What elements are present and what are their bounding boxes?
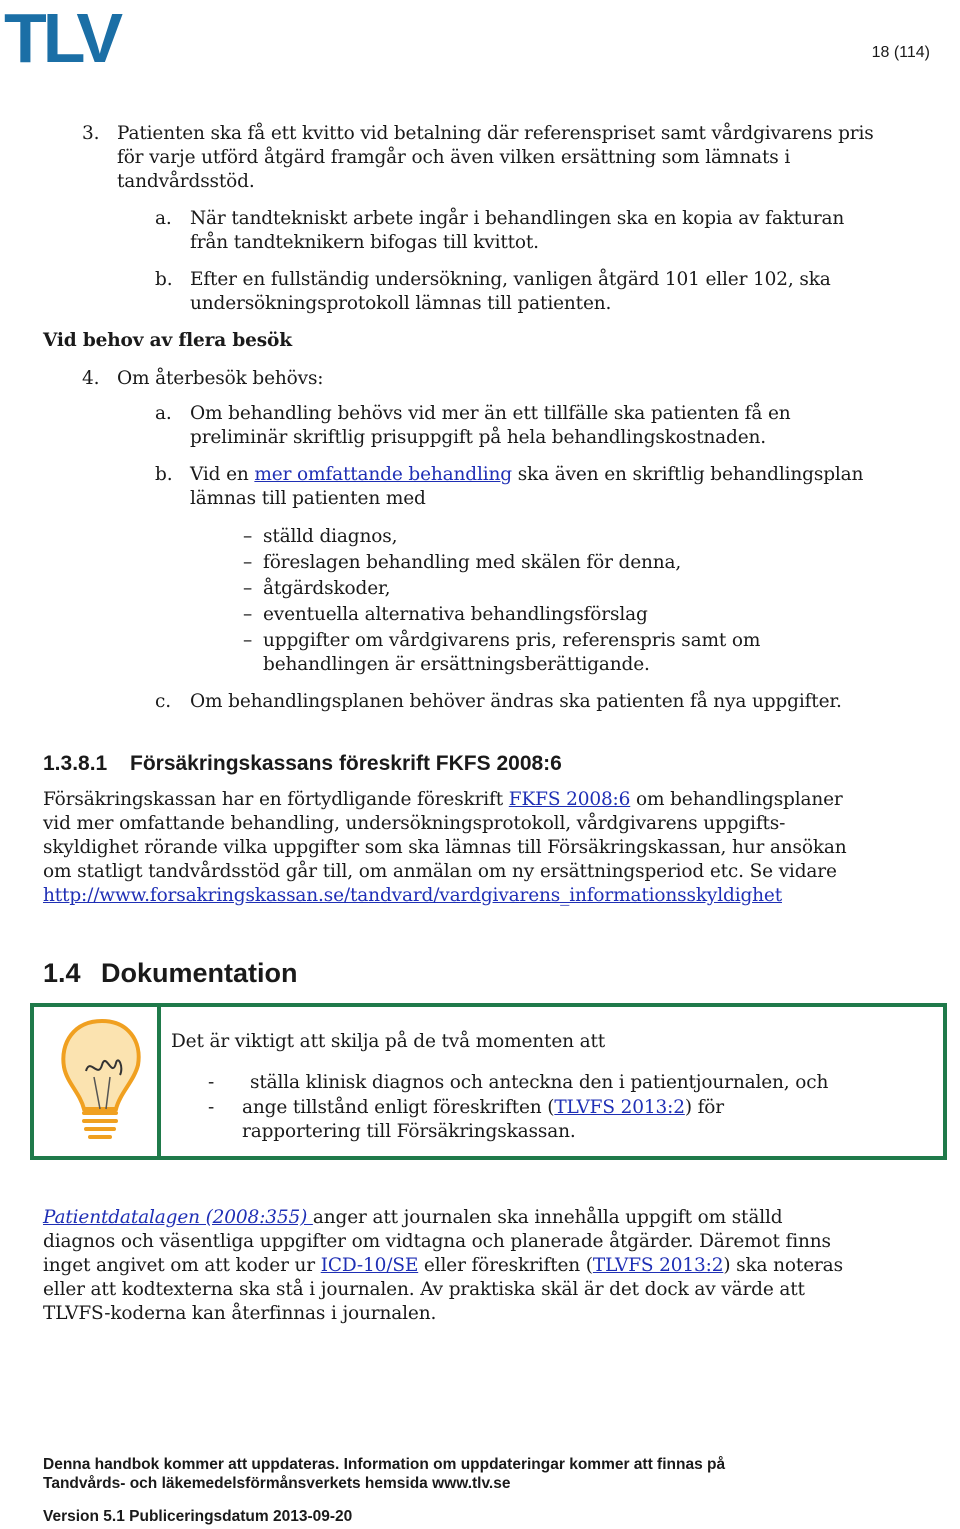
journal-paragraph-line: Patientdatalagen (2008:355) anger att journalen ska innehålla uppgift om ställd [43, 1207, 783, 1228]
journal-paragraph-line: diagnos och väsentliga uppgifter om vidtagna och planerade åtgärder. Däremot finns [43, 1231, 831, 1252]
item-4c-letter: c. [155, 691, 171, 712]
tlv-logo [0, 4, 148, 68]
visits-heading: Vid behov av flera besök [43, 330, 292, 351]
tlvfs-2013-2-link[interactable]: TLVFS 2013:2 [592, 1255, 724, 1276]
item-3b-line: undersökningsprotokoll lämnas till patienten. [190, 293, 612, 314]
item-3-line: tandvårdsstöd. [117, 171, 255, 192]
callout-bullet-marker: - [208, 1072, 215, 1093]
treatment-plan-bullet: – åtgärdskoder, [243, 578, 391, 599]
callout-bullet-marker: - [208, 1097, 215, 1118]
item-3a-line: När tandtekniskt arbete ingår i behandlingen ska en kopia av fakturan [190, 208, 845, 229]
fkfs-paragraph-line: Försäkringskassan har en förtydligande föreskrift FKFS 2008:6 om behandlingsplaner [43, 789, 843, 810]
callout-box [30, 1003, 947, 1160]
footer-note-line: Denna handbok kommer att uppdateras. Information om uppdateringar kommer att finnas på [43, 1456, 726, 1473]
section-heading-dokumentation: 1.4 Dokumentation [43, 958, 298, 988]
footer-note [43, 1455, 725, 1493]
callout-divider [157, 1007, 161, 1156]
item-4b-letter: b. [155, 464, 173, 485]
journal-paragraph-line: inget angivet om att koder ur ICD-10/SE eller föreskriften (TLVFS 2013:2) ska noteras [43, 1255, 843, 1276]
patientdatalagen-link[interactable]: Patientdatalagen (2008:355) [43, 1207, 313, 1228]
item-3a-letter: a. [155, 208, 172, 229]
callout-bullet-2-continuation: rapportering till Försäkringskassan. [242, 1121, 576, 1142]
lightbulb-icon [54, 1017, 150, 1147]
treatment-plan-bullet: – eventuella alternativa behandlingsförslag [243, 604, 648, 625]
journal-paragraph-line: eller att kodtexterna ska stå i journalen. Av praktiska skäl är det dock av värde att [43, 1279, 805, 1300]
item-3-line: för varje utförd åtgärd framgår och även vilken ersättning som lämnats i [117, 147, 791, 168]
footer-version: Version 5.1 Publiceringsdatum 2013-09-20 [43, 1508, 353, 1525]
footer-note-line: Tandvårds- och läkemedelsförmånsverkets hemsida www.tlv.se [43, 1475, 511, 1492]
item-4b-line1: Vid en mer omfattande behandling ska även en skriftlig behandlingsplan [190, 464, 864, 485]
tlvfs-2013-2-link[interactable]: TLVFS 2013:2 [554, 1097, 685, 1118]
icd-10-se-link[interactable]: ICD-10/SE [320, 1255, 419, 1276]
item-3b-line: Efter en fullständig undersökning, vanligen åtgärd 101 eller 102, ska [190, 269, 831, 290]
item-4a-letter: a. [155, 403, 172, 424]
forsakringskassan-url-link[interactable]: http://www.forsakringskassan.se/tandvard/vardgivarens_informationsskyldighet [43, 885, 782, 906]
fkfs-2008-6-link[interactable]: FKFS 2008:6 [508, 789, 631, 810]
item-3a-line: från tandteknikern bifogas till kvittot. [190, 232, 539, 253]
callout-intro: Det är viktigt att skilja på de två momenten att [171, 1031, 606, 1052]
item-4c-text: Om behandlingsplanen behöver ändras ska patienten få nya uppgifter. [190, 691, 842, 712]
tlv-logo-text: TLV [4, 4, 120, 68]
item-4a-line: preliminär skriftlig prisuppgift på hela behandlingskostnaden. [190, 427, 767, 448]
treatment-plan-bullet: – ställd diagnos, [243, 526, 398, 547]
item-3-line: Patienten ska få ett kvitto vid betalning där referenspriset samt vårdgivarens pris [117, 123, 874, 144]
item-4b-line2: lämnas till patienten med [190, 488, 426, 509]
callout-bullet-2: ange tillstånd enligt föreskriften (TLVFS 2013:2) för [242, 1097, 724, 1118]
item-3-number: 3. [82, 123, 100, 144]
page-number: 18 (114) [871, 44, 930, 61]
item-4-label: Om återbesök behövs: [117, 368, 324, 389]
item-4-number: 4. [82, 368, 100, 389]
fkfs-paragraph-line: om statligt tandvårdsstöd går till, om anmälan om ny ersättningsperiod etc. Se vidare [43, 861, 837, 882]
treatment-plan-bullet: – uppgifter om vårdgivarens pris, referenspris samt om [243, 630, 761, 651]
journal-paragraph-line: TLVFS-koderna kan återfinnas i journalen. [43, 1303, 437, 1324]
section-heading-fkfs: 1.3.8.1 Försäkringskassans föreskrift FKFS 2008:6 [43, 752, 562, 775]
mer-omfattande-behandling-link[interactable]: mer omfattande behandling [254, 464, 512, 485]
fkfs-paragraph-line: skyldighet rörande vilka uppgifter som ska lämnas till Försäkringskassan, hur ansökan [43, 837, 847, 858]
fkfs-paragraph-line: vid mer omfattande behandling, undersökningsprotokoll, vårdgivarens uppgifts- [43, 813, 786, 834]
item-3b-letter: b. [155, 269, 173, 290]
treatment-plan-bullet: – föreslagen behandling med skälen för denna, [243, 552, 682, 573]
item-4a-line: Om behandling behövs vid mer än ett tillfälle ska patienten få en [190, 403, 791, 424]
callout-bullet-1: ställa klinisk diagnos och anteckna den i patientjournalen, och [250, 1072, 829, 1093]
treatment-plan-bullet-continuation: behandlingen är ersättningsberättigande. [263, 654, 650, 675]
